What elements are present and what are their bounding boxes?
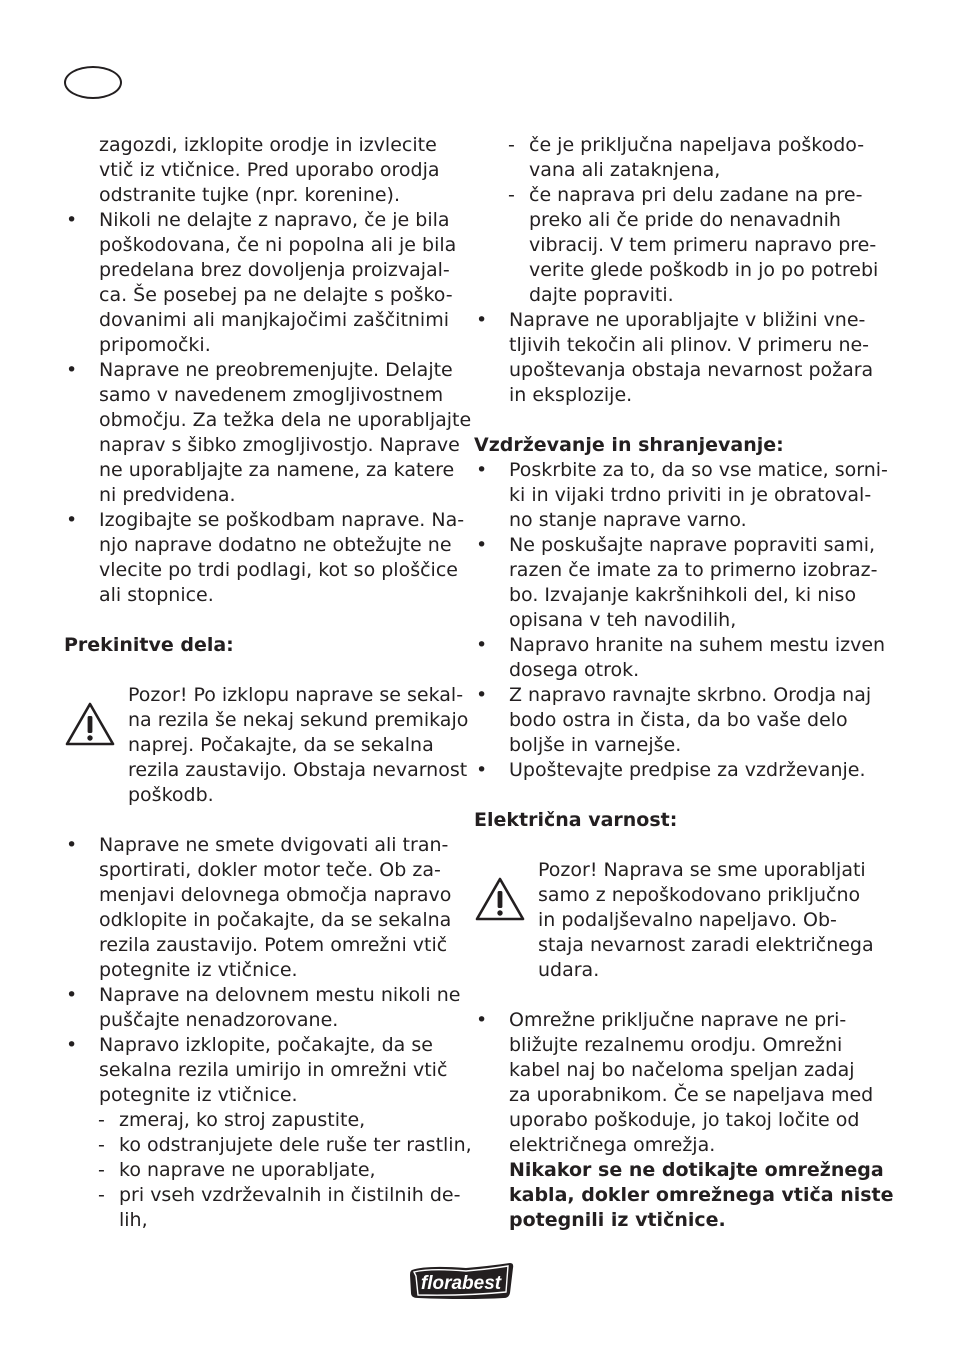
text-line: Pozor! Po izklopu naprave se sekal- bbox=[128, 684, 464, 706]
language-badge bbox=[64, 66, 122, 99]
text-line: • Naprave na delovnem mestu nikoli ne bbox=[64, 983, 449, 1008]
text-line: zagozdi, izklopite orodje in izvlecite bbox=[99, 134, 437, 156]
section-heading: Prekinitve dela: bbox=[64, 634, 234, 656]
list-item bbox=[64, 983, 461, 1033]
text-line: • Napravo hranite na suhem mestu izven bbox=[474, 633, 859, 658]
text-line: dosega otrok. bbox=[509, 659, 640, 681]
text-line: staja nevarnost zaradi električnega bbox=[538, 934, 874, 956]
warning-notice bbox=[474, 858, 874, 983]
text-line: • Z napravo ravnajte skrbno. Orodja naj bbox=[474, 683, 859, 708]
list-item bbox=[474, 683, 872, 758]
text-line: poškodovana, če ni popolna ali je bila bbox=[99, 234, 457, 256]
text-line: pripomočki. bbox=[99, 334, 211, 356]
text-line: naprav s šibko zmogljivostjo. Naprave bbox=[99, 434, 460, 456]
warning-triangle-icon bbox=[64, 701, 116, 747]
text-line: menjavi delovnega območja napravo bbox=[99, 884, 452, 906]
text-line: verite glede poškodb in jo po potrebi bbox=[529, 259, 879, 281]
text-line: njo naprave dodatno ne obtežujte ne bbox=[99, 534, 452, 556]
list-item bbox=[64, 833, 452, 983]
text-line: rezila zaustavijo. Potem omrežni vtič bbox=[99, 934, 448, 956]
logo-text: florabest bbox=[420, 1273, 502, 1294]
warning-notice bbox=[64, 683, 469, 808]
text-line: udara. bbox=[538, 959, 600, 981]
list-item bbox=[474, 1008, 894, 1233]
text-line: in eksplozije. bbox=[509, 384, 633, 406]
text-line: in podaljševalno napeljavo. Ob- bbox=[538, 909, 837, 931]
dash-item: - če naprava pri delu zadane na pre- bbox=[474, 183, 859, 208]
text-line: • Napravo izklopite, počakajte, da se bbox=[64, 1033, 449, 1058]
text-line: • Omrežne priključne naprave ne pri- bbox=[474, 1008, 859, 1033]
text-line: samo z nepoškodovano priključno bbox=[538, 884, 861, 906]
text-line: bo. Izvajanje kakršnihkoli del, ki niso bbox=[509, 584, 857, 606]
list-item bbox=[64, 358, 472, 508]
text-line: Pozor! Naprava se sme uporabljati bbox=[538, 859, 866, 881]
warning-triangle-icon bbox=[474, 876, 526, 922]
left-column bbox=[64, 133, 472, 1233]
text-line: • Naprave ne smete dvigovati ali tran- bbox=[64, 833, 449, 858]
text-line: samo v navedenem zmogljivostnem bbox=[99, 384, 444, 406]
text-line: rezila zaustavijo. Obstaja nevarnost bbox=[128, 759, 468, 781]
text-line: boljše in varnejše. bbox=[509, 734, 682, 756]
text-line: poškodb. bbox=[128, 784, 214, 806]
text-line: vtič iz vtičnice. Pred uporabo orodja bbox=[99, 159, 440, 181]
text-line: lih, bbox=[119, 1209, 148, 1231]
text-line: ki in vijaki trdno priviti in je obratoval- bbox=[509, 484, 872, 506]
bold-note-line: potegnili iz vtičnice. bbox=[509, 1209, 726, 1231]
text-line: območju. Za težka dela ne uporabljajte bbox=[99, 409, 472, 431]
text-line: • Upoštevajte predpise za vzdrževanje. bbox=[474, 758, 859, 783]
text-line: ne uporabljajte za namene, za katere bbox=[99, 459, 455, 481]
florabest-logo bbox=[406, 1260, 516, 1302]
text-line: razen če imate za to primerno izobraz- bbox=[509, 559, 878, 581]
text-line: ca. Še posebej pa ne delajte s poško- bbox=[99, 284, 453, 306]
text-line: električnega omrežja. bbox=[509, 1134, 716, 1156]
text-line: puščajte nenadzorovane. bbox=[99, 1009, 339, 1031]
text-line: ni predvidena. bbox=[99, 484, 236, 506]
text-line: naprej. Počakajte, da se sekalna bbox=[128, 734, 434, 756]
dash-item: - ko odstranjujete dele ruše ter rastlin, bbox=[64, 1133, 449, 1158]
bold-note-line: kabla, dokler omrežnega vtiča niste bbox=[509, 1184, 894, 1206]
text-line: potegnite iz vtičnice. bbox=[99, 1084, 298, 1106]
text-line: bližujte rezalnemu orodju. Omrežni bbox=[509, 1034, 843, 1056]
dash-item: - pri vseh vzdrževalnih in čistilnih de- bbox=[64, 1183, 449, 1208]
text-line: potegnite iz vtičnice. bbox=[99, 959, 298, 981]
right-column bbox=[474, 133, 894, 1233]
text-line: • Izogibajte se poškodbam naprave. Na- bbox=[64, 508, 449, 533]
text-line: uporabo poškoduje, jo takoj ločite od bbox=[509, 1109, 860, 1131]
text-line: odstranite tujke (npr. korenine). bbox=[99, 184, 401, 206]
text-line: preko ali če pride do nenavadnih bbox=[529, 209, 841, 231]
text-line: dajte popraviti. bbox=[529, 284, 674, 306]
bold-note-line: Nikakor se ne dotikajte omrežnega bbox=[509, 1159, 884, 1181]
list-item bbox=[474, 458, 888, 533]
text-line: vlecite po trdi podlagi, kot so ploščice bbox=[99, 559, 458, 581]
text-line: predelana brez dovoljenja proizvajal- bbox=[99, 259, 450, 281]
section-heading: Vzdrževanje in shranjevanje: bbox=[474, 434, 784, 456]
text-line: • Naprave ne uporabljajte v bližini vne- bbox=[474, 308, 859, 333]
list-item bbox=[474, 308, 874, 408]
text-line: dovanimi ali manjkajočimi zaščitnimi bbox=[99, 309, 449, 331]
text-line: no stanje naprave varno. bbox=[509, 509, 747, 531]
text-line: odklopite in počakajte, da se sekalna bbox=[99, 909, 452, 931]
list-item bbox=[474, 758, 866, 783]
text-line: za uporabnikom. Če se napeljava med bbox=[509, 1084, 874, 1106]
list-item bbox=[474, 633, 886, 683]
list-item bbox=[64, 1033, 449, 1108]
text-line: ali stopnice. bbox=[99, 584, 214, 606]
list-item bbox=[64, 508, 465, 608]
dash-item: - če je priključna napeljava poškodo- bbox=[474, 133, 859, 158]
text-line: kabel naj bo načeloma speljan zadaj bbox=[509, 1059, 855, 1081]
list-item bbox=[474, 533, 878, 633]
text-line: na rezila še nekaj sekund premikajo bbox=[128, 709, 469, 731]
text-line: • Poskrbite za to, da so vse matice, sorni- bbox=[474, 458, 859, 483]
text-line: sekalna rezila umirijo in omrežni vtič bbox=[99, 1059, 448, 1081]
text-line: vana ali zataknjena, bbox=[529, 159, 721, 181]
text-line: opisana v teh navodilih, bbox=[509, 609, 737, 631]
list-item bbox=[64, 208, 457, 358]
text-line: • Nikoli ne delajte z napravo, če je bila bbox=[64, 208, 449, 233]
text-line: upoštevanja obstaja nevarnost požara bbox=[509, 359, 874, 381]
dash-item: - zmeraj, ko stroj zapustite, bbox=[64, 1108, 449, 1133]
text-line: • Ne poskušajte naprave popraviti sami, bbox=[474, 533, 859, 558]
text-line: • Naprave ne preobremenjujte. Delajte bbox=[64, 358, 449, 383]
text-line: sportirati, dokler motor teče. Ob za- bbox=[99, 859, 441, 881]
text-line: vibracij. V tem primeru napravo pre- bbox=[529, 234, 877, 256]
section-heading: Električna varnost: bbox=[474, 809, 678, 831]
text-line: tljivih tekočin ali plinov. V primeru ne- bbox=[509, 334, 870, 356]
dash-item: - ko naprave ne uporabljate, bbox=[64, 1158, 449, 1183]
text-line: bodo ostra in čista, da bo vaše delo bbox=[509, 709, 848, 731]
